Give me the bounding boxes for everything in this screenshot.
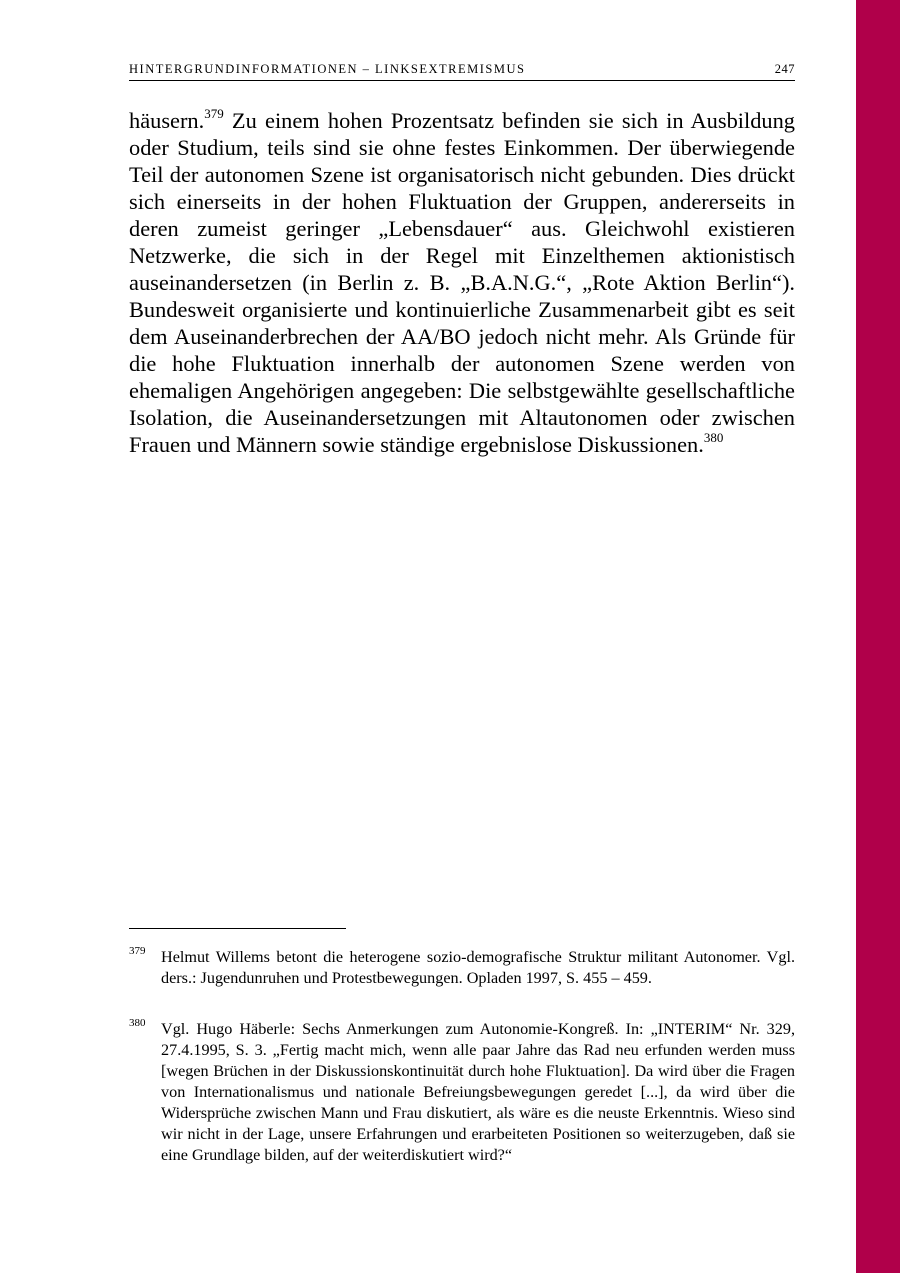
body-text-main: Zu einem hohen Prozentsatz befinden sie sich in Ausbildung oder Studium, teils sind sie ohne festes Einkommen. Der überwiegende Teil der autonomen Szene ist organisatorisch nicht gebunden. Dies drückt sich einerseits in der hohen Fluktuation der Gruppen, andererseits in deren zumeist geringer „Lebensdauer“ aus. Gleichwohl existieren Netzwerke, die sich in der Regel mit Einzelthemen aktionistisch auseinandersetzen (in Berlin z. B. „B.A.N.G.“, „Rote Aktion Berlin“). Bundesweit organisierte und kontinuierliche Zusammenarbeit gibt es seit dem Auseinanderbrechen der AA/BO jedoch nicht mehr. Als Gründe für die hohe Fluktuation innerhalb der autonomen Szene werden von ehemaligen Angehörigen angegeben: Die selbstgewählte gesellschaftliche Isolation, die Auseinandersetzungen mit Altautonomen oder zwischen Frauen und Männern sowie ständige ergebnislose Diskussionen. bbox=[129, 108, 795, 457]
footnote-divider bbox=[129, 928, 346, 929]
footnote-number: 380 bbox=[129, 1017, 146, 1029]
body-paragraph bbox=[129, 107, 795, 458]
footnote-379 bbox=[129, 947, 795, 989]
footnote-380 bbox=[129, 1019, 795, 1166]
page-edge-color-bar bbox=[856, 0, 900, 1273]
page-number: 247 bbox=[774, 62, 795, 76]
footnote-reference-379[interactable]: 379 bbox=[204, 105, 224, 121]
footnote-reference-380[interactable]: 380 bbox=[703, 429, 724, 445]
body-text-start: häusern. bbox=[129, 108, 205, 133]
header-title: HINTERGRUNDINFORMATIONEN – LINKSEXTREMISMUS bbox=[129, 62, 526, 76]
footnote-number: 379 bbox=[129, 945, 146, 957]
footnote-text: Helmut Willems betont die heterogene sozio-demografische Struktur militant Autonomer. Vgl. ders.: Jugendunruhen und Protestbewegungen. Opladen 1997, S. 455 – 459. bbox=[161, 948, 795, 987]
footnote-text: Vgl. Hugo Häberle: Sechs Anmerkungen zum Autonomie-Kongreß. In: „INTERIM“ Nr. 329, 27.4.1995, S. 3. „Fertig macht mich, wenn alle paar Jahre das Rad neu erfunden werden muss [wegen Brüchen in der Diskussionskontinuität durch hohe Fluktuation]. Da wird über die Fragen von Internationalismus und nationale Befreiungsbewegungen geredet [...], da wird über die Widersprüche zwischen Mann und Frau diskutiert, als wäre es die neuste Erkenntnis. Wieso sind wir nicht in der Lage, unsere Erfahrungen und erarbeiteten Positionen so weiterzugeben, daß sie eine Grundlage bilden, auf der weiterdiskutiert wird?“ bbox=[161, 1020, 795, 1164]
running-header bbox=[129, 62, 795, 81]
